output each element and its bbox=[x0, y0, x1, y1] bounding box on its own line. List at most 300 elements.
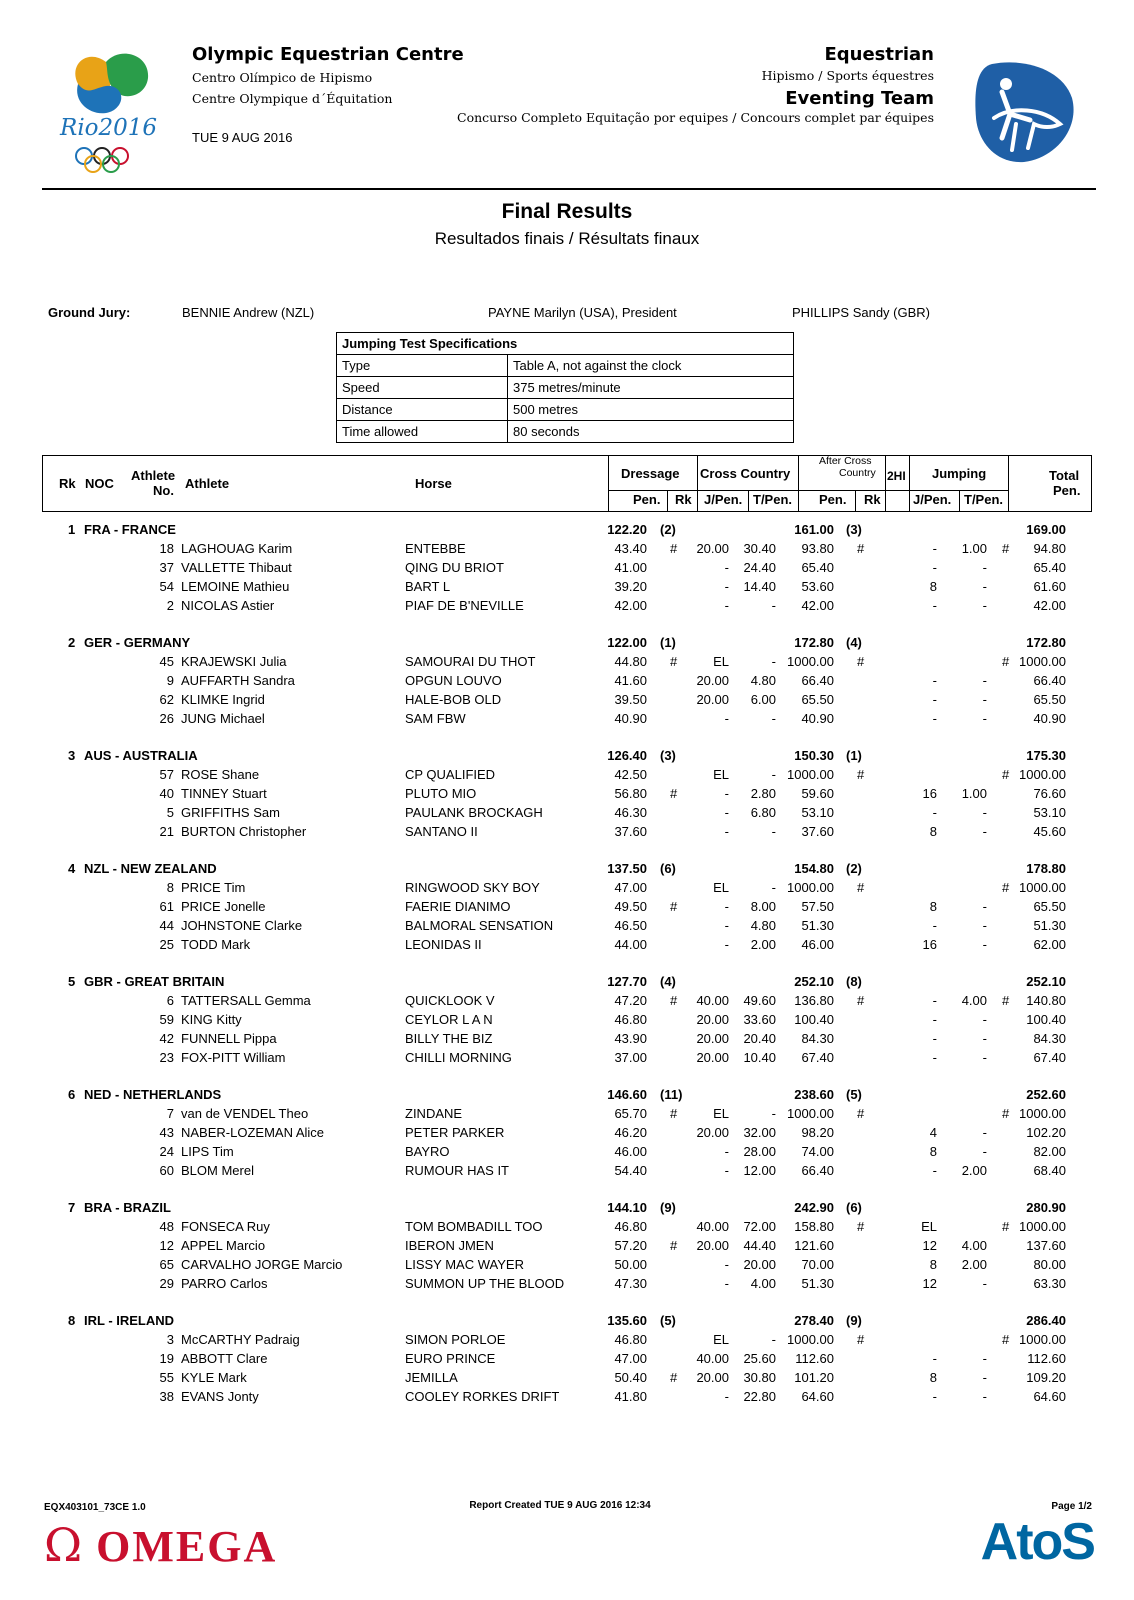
athlete-name: BLOM Merel bbox=[181, 1163, 254, 1178]
athlete-name: LAGHOUAG Karim bbox=[181, 541, 293, 556]
team-noc: GBR - GREAT BRITAIN bbox=[84, 974, 225, 989]
athlete-row bbox=[42, 899, 1092, 918]
jumping-jpen: 12 bbox=[922, 1276, 937, 1291]
athlete-row bbox=[42, 1050, 1092, 1069]
cross-jpen: - bbox=[724, 1257, 729, 1272]
dressage-pen: 43.90 bbox=[614, 1031, 647, 1046]
total-discard-mark: # bbox=[1002, 541, 1010, 556]
dressage-pen: 65.70 bbox=[614, 1106, 647, 1121]
jumping-jpen: - bbox=[932, 1050, 937, 1065]
athlete-no: 37 bbox=[159, 560, 174, 575]
athlete-row bbox=[42, 560, 1092, 579]
team-noc: IRL - IRELAND bbox=[84, 1313, 175, 1328]
athlete-no: 61 bbox=[159, 899, 174, 914]
team-total: 280.90 bbox=[1026, 1200, 1066, 1215]
rio-logo bbox=[58, 44, 168, 176]
athlete-row bbox=[42, 1163, 1092, 1182]
dressage-discard-mark: # bbox=[670, 1370, 678, 1385]
report-code: EQX403101_73CE 1.0 bbox=[44, 1502, 146, 1513]
col-rk: Rk bbox=[59, 476, 76, 491]
athlete-total: 66.40 bbox=[1033, 673, 1066, 688]
after-cross-pen: 74.00 bbox=[801, 1144, 834, 1159]
cross-jpen: - bbox=[724, 918, 729, 933]
horse-name: SAM FBW bbox=[405, 711, 466, 726]
jumping-spec-table bbox=[336, 332, 794, 443]
cross-tpen: 49.60 bbox=[743, 993, 776, 1008]
team-row bbox=[42, 635, 1092, 654]
col-horse: Horse bbox=[415, 476, 452, 491]
divider bbox=[909, 456, 910, 511]
jumping-tpen: - bbox=[982, 1351, 987, 1366]
jumping-tpen: - bbox=[982, 579, 987, 594]
after-cross-discard-mark: # bbox=[857, 541, 865, 556]
athlete-total: 109.20 bbox=[1026, 1370, 1066, 1385]
spec-key: Time allowed bbox=[337, 421, 508, 443]
team-rank: 8 bbox=[68, 1313, 76, 1328]
dressage-pen: 49.50 bbox=[614, 899, 647, 914]
cross-jpen: EL bbox=[713, 880, 729, 895]
horse-name: BART L bbox=[405, 579, 451, 594]
dressage-pen: 50.00 bbox=[614, 1257, 647, 1272]
sub-col-rk: Rk bbox=[864, 492, 881, 507]
athlete-no: 40 bbox=[159, 786, 174, 801]
atos-logo bbox=[981, 1514, 1094, 1570]
team-dressage-pen: 122.20 bbox=[607, 522, 647, 537]
cross-tpen: 25.60 bbox=[743, 1351, 776, 1366]
athlete-row bbox=[42, 805, 1092, 824]
jumping-tpen: 4.00 bbox=[961, 993, 987, 1008]
dressage-pen: 42.00 bbox=[614, 598, 647, 613]
athlete-row bbox=[42, 1012, 1092, 1031]
team-after-cross-rk: (9) bbox=[846, 1313, 862, 1328]
cross-jpen: 40.00 bbox=[696, 1351, 729, 1366]
after-cross-discard-mark: # bbox=[857, 993, 865, 1008]
cross-tpen: 30.40 bbox=[743, 541, 776, 556]
team-after-cross-pen: 161.00 bbox=[794, 522, 834, 537]
team-after-cross-pen: 278.40 bbox=[794, 1313, 834, 1328]
athlete-row bbox=[42, 937, 1092, 956]
after-cross-pen: 67.40 bbox=[801, 1050, 834, 1065]
team-rank: 3 bbox=[68, 748, 76, 763]
dressage-pen: 46.00 bbox=[614, 1144, 647, 1159]
dressage-discard-mark: # bbox=[670, 541, 678, 556]
athlete-row bbox=[42, 598, 1092, 617]
team-dressage-pen: 127.70 bbox=[607, 974, 647, 989]
spec-value: Table A, not against the clock bbox=[508, 355, 794, 377]
cross-tpen: 4.80 bbox=[750, 918, 776, 933]
cross-tpen: - bbox=[771, 767, 776, 782]
athlete-no: 8 bbox=[166, 880, 174, 895]
cross-tpen: 44.40 bbox=[743, 1238, 776, 1253]
athlete-name: KYLE Mark bbox=[181, 1370, 247, 1385]
cross-tpen: 32.00 bbox=[743, 1125, 776, 1140]
divider bbox=[1008, 456, 1009, 511]
team-row bbox=[42, 748, 1092, 767]
athlete-total: 1000.00 bbox=[1019, 1219, 1066, 1234]
jumping-tpen: - bbox=[982, 899, 987, 914]
athlete-name: PRICE Jonelle bbox=[181, 899, 266, 914]
after-cross-pen: 100.40 bbox=[794, 1012, 834, 1027]
after-cross-pen: 46.00 bbox=[801, 937, 834, 952]
dressage-pen: 47.30 bbox=[614, 1276, 647, 1291]
after-cross-pen: 40.90 bbox=[801, 711, 834, 726]
jumping-tpen: - bbox=[982, 560, 987, 575]
team-total: 169.00 bbox=[1026, 522, 1066, 537]
cross-jpen: - bbox=[724, 1163, 729, 1178]
team-total: 252.10 bbox=[1026, 974, 1066, 989]
jumping-tpen: 2.00 bbox=[961, 1163, 987, 1178]
jumping-jpen: - bbox=[932, 1351, 937, 1366]
dressage-pen: 42.50 bbox=[614, 767, 647, 782]
cross-jpen: - bbox=[724, 1389, 729, 1404]
athlete-no: 12 bbox=[159, 1238, 174, 1253]
athlete-name: FONSECA Ruy bbox=[181, 1219, 270, 1234]
col-after-cross-1: After Cross bbox=[819, 455, 872, 467]
athlete-row bbox=[42, 579, 1092, 598]
sport-title: Equestrian bbox=[824, 44, 934, 65]
divider bbox=[748, 490, 749, 511]
jumping-jpen: 8 bbox=[929, 1257, 937, 1272]
cross-jpen: EL bbox=[713, 767, 729, 782]
athlete-no: 44 bbox=[159, 918, 174, 933]
cross-tpen: - bbox=[771, 880, 776, 895]
header-rule bbox=[42, 188, 1096, 190]
athlete-row bbox=[42, 1276, 1092, 1295]
after-cross-pen: 121.60 bbox=[794, 1238, 834, 1253]
athlete-no: 65 bbox=[159, 1257, 174, 1272]
after-cross-pen: 66.40 bbox=[801, 673, 834, 688]
jumping-jpen: 16 bbox=[922, 786, 937, 801]
cross-jpen: 20.00 bbox=[696, 673, 729, 688]
after-cross-pen: 136.80 bbox=[794, 993, 834, 1008]
team-after-cross-pen: 238.60 bbox=[794, 1087, 834, 1102]
cross-tpen: 8.00 bbox=[750, 899, 776, 914]
cross-jpen: - bbox=[724, 1276, 729, 1291]
jumping-tpen: - bbox=[982, 1389, 987, 1404]
jumping-tpen: 1.00 bbox=[961, 786, 987, 801]
horse-name: PAULANK BROCKAGH bbox=[405, 805, 543, 820]
after-cross-pen: 1000.00 bbox=[787, 767, 834, 782]
col-cross-country: Cross Country bbox=[700, 466, 791, 481]
athlete-row bbox=[42, 993, 1092, 1012]
jumping-jpen: - bbox=[932, 1389, 937, 1404]
team-dressage-rk: (6) bbox=[660, 861, 676, 876]
athlete-name: NABER-LOZEMAN Alice bbox=[181, 1125, 325, 1140]
team-after-cross-pen: 150.30 bbox=[794, 748, 834, 763]
team-dressage-rk: (3) bbox=[660, 748, 676, 763]
cross-jpen: - bbox=[724, 711, 729, 726]
athlete-total: 67.40 bbox=[1033, 1050, 1066, 1065]
after-cross-pen: 65.50 bbox=[801, 692, 834, 707]
after-cross-pen: 64.60 bbox=[801, 1389, 834, 1404]
athlete-total: 1000.00 bbox=[1019, 654, 1066, 669]
team-row bbox=[42, 1087, 1092, 1106]
team-after-cross-rk: (3) bbox=[846, 522, 862, 537]
cross-tpen: 6.00 bbox=[750, 692, 776, 707]
team-total: 172.80 bbox=[1026, 635, 1066, 650]
dressage-pen: 46.30 bbox=[614, 805, 647, 820]
after-cross-pen: 101.20 bbox=[794, 1370, 834, 1385]
team-rank: 1 bbox=[68, 522, 76, 537]
athlete-row bbox=[42, 1351, 1092, 1370]
horse-name: IBERON JMEN bbox=[405, 1238, 494, 1253]
venue-title: Olympic Equestrian Centre bbox=[192, 44, 464, 65]
jumping-jpen: - bbox=[932, 918, 937, 933]
cross-jpen: - bbox=[724, 579, 729, 594]
athlete-total: 80.00 bbox=[1033, 1257, 1066, 1272]
report-date: TUE 9 AUG 2016 bbox=[192, 130, 293, 145]
athlete-total: 1000.00 bbox=[1019, 880, 1066, 895]
dressage-pen: 57.20 bbox=[614, 1238, 647, 1253]
athlete-name: EVANS Jonty bbox=[181, 1389, 259, 1404]
jumping-jpen: - bbox=[932, 1012, 937, 1027]
after-cross-pen: 53.60 bbox=[801, 579, 834, 594]
athlete-no: 60 bbox=[159, 1163, 174, 1178]
sub-col-rk: Rk bbox=[675, 492, 692, 507]
athlete-name: JUNG Michael bbox=[181, 711, 265, 726]
sub-col-tpen: T/Pen. bbox=[753, 492, 793, 507]
jumping-tpen: - bbox=[982, 937, 987, 952]
cross-jpen: 20.00 bbox=[696, 1125, 729, 1140]
dressage-pen: 41.80 bbox=[614, 1389, 647, 1404]
rio-logo-text: Rio2016 bbox=[60, 115, 158, 141]
col-dressage: Dressage bbox=[621, 466, 680, 481]
col-athlete-no-1: Athlete bbox=[131, 468, 176, 483]
jumping-tpen: - bbox=[982, 1031, 987, 1046]
horse-name: COOLEY RORKES DRIFT bbox=[405, 1389, 560, 1404]
spec-title: Jumping Test Specifications bbox=[337, 333, 794, 355]
jumping-tpen: - bbox=[982, 692, 987, 707]
cross-jpen: 40.00 bbox=[696, 1219, 729, 1234]
dressage-discard-mark: # bbox=[670, 654, 678, 669]
jumping-tpen: - bbox=[982, 1050, 987, 1065]
jumping-tpen: - bbox=[982, 1276, 987, 1291]
col-after-cross-2: Country bbox=[839, 467, 876, 479]
athlete-no: 43 bbox=[159, 1125, 174, 1140]
jumping-jpen: EL bbox=[921, 1219, 937, 1234]
after-cross-pen: 158.80 bbox=[794, 1219, 834, 1234]
after-cross-pen: 51.30 bbox=[801, 918, 834, 933]
athlete-name: KING Kitty bbox=[181, 1012, 242, 1027]
cross-jpen: - bbox=[724, 1144, 729, 1159]
after-cross-pen: 42.00 bbox=[801, 598, 834, 613]
total-discard-mark: # bbox=[1002, 767, 1010, 782]
horse-name: EURO PRINCE bbox=[405, 1351, 496, 1366]
dressage-pen: 56.80 bbox=[614, 786, 647, 801]
athlete-no: 45 bbox=[159, 654, 174, 669]
cross-tpen: 4.00 bbox=[750, 1276, 776, 1291]
jumping-tpen: 2.00 bbox=[961, 1257, 987, 1272]
team-noc: NZL - NEW ZEALAND bbox=[84, 861, 217, 876]
after-cross-pen: 112.60 bbox=[795, 1351, 834, 1366]
cross-jpen: 20.00 bbox=[696, 1031, 729, 1046]
spec-key: Speed bbox=[337, 377, 508, 399]
team-total: 286.40 bbox=[1026, 1313, 1066, 1328]
jumping-tpen: - bbox=[982, 805, 987, 820]
cross-tpen: 20.40 bbox=[743, 1031, 776, 1046]
horse-name: LISSY MAC WAYER bbox=[405, 1257, 524, 1272]
jumping-tpen: - bbox=[982, 1012, 987, 1027]
athlete-total: 1000.00 bbox=[1019, 1106, 1066, 1121]
cross-jpen: - bbox=[724, 899, 729, 914]
athlete-no: 54 bbox=[159, 579, 174, 594]
ground-jury-label: Ground Jury: bbox=[48, 305, 131, 320]
cross-tpen: 28.00 bbox=[743, 1144, 776, 1159]
athlete-name: PARRO Carlos bbox=[181, 1276, 268, 1291]
athlete-no: 29 bbox=[159, 1276, 174, 1291]
cross-jpen: EL bbox=[713, 1106, 729, 1121]
venue-fr: Centre Olympique d´Équitation bbox=[192, 91, 393, 106]
total-discard-mark: # bbox=[1002, 1332, 1010, 1347]
jumping-jpen: - bbox=[932, 692, 937, 707]
team-noc: FRA - FRANCE bbox=[84, 522, 176, 537]
divider bbox=[855, 490, 856, 511]
team-dressage-rk: (4) bbox=[660, 974, 676, 989]
athlete-total: 112.60 bbox=[1027, 1351, 1066, 1366]
cross-tpen: 4.80 bbox=[750, 673, 776, 688]
divider bbox=[608, 456, 609, 511]
athlete-row bbox=[42, 673, 1092, 692]
athlete-total: 53.10 bbox=[1033, 805, 1066, 820]
team-after-cross-pen: 172.80 bbox=[794, 635, 834, 650]
cross-tpen: 14.40 bbox=[743, 579, 776, 594]
jury-member: PHILLIPS Sandy (GBR) bbox=[792, 305, 930, 320]
sub-col-jpen: J/Pen. bbox=[704, 492, 743, 507]
athlete-name: CARVALHO JORGE Marcio bbox=[181, 1257, 343, 1272]
dressage-pen: 43.40 bbox=[614, 541, 647, 556]
jumping-tpen: - bbox=[982, 1370, 987, 1385]
team-row bbox=[42, 1313, 1092, 1332]
athlete-row bbox=[42, 880, 1092, 899]
cross-jpen: - bbox=[724, 598, 729, 613]
dressage-discard-mark: # bbox=[670, 899, 678, 914]
page-subtitle: Resultados finais / Résultats finaux bbox=[434, 229, 700, 248]
cross-jpen: - bbox=[724, 824, 729, 839]
athlete-name: ROSE Shane bbox=[181, 767, 260, 782]
dressage-pen: 47.00 bbox=[614, 880, 647, 895]
horse-name: PIAF DE B'NEVILLE bbox=[405, 598, 524, 613]
jury-member: PAYNE Marilyn (USA), President bbox=[488, 305, 677, 320]
total-discard-mark: # bbox=[1002, 1106, 1010, 1121]
dressage-discard-mark: # bbox=[670, 1106, 678, 1121]
team-rank: 7 bbox=[68, 1200, 76, 1215]
col-total-1: Total bbox=[1049, 468, 1080, 483]
total-discard-mark: # bbox=[1002, 1219, 1010, 1234]
after-cross-discard-mark: # bbox=[857, 654, 865, 669]
dressage-pen: 47.20 bbox=[614, 993, 647, 1008]
cross-tpen: - bbox=[771, 1332, 776, 1347]
athlete-row bbox=[42, 1238, 1092, 1257]
after-cross-pen: 1000.00 bbox=[787, 1106, 834, 1121]
cross-tpen: 72.00 bbox=[743, 1219, 776, 1234]
equestrian-pictogram-icon bbox=[972, 58, 1078, 164]
athlete-name: LEMOINE Mathieu bbox=[181, 579, 290, 594]
jumping-tpen: 4.00 bbox=[961, 1238, 987, 1253]
horse-name: BAYRO bbox=[405, 1144, 450, 1159]
jumping-tpen: - bbox=[982, 711, 987, 726]
athlete-no: 21 bbox=[159, 824, 174, 839]
team-rank: 2 bbox=[68, 635, 76, 650]
athlete-row bbox=[42, 692, 1092, 711]
jumping-jpen: - bbox=[932, 560, 937, 575]
horse-name: SAMOURAI DU THOT bbox=[405, 654, 536, 669]
athlete-total: 1000.00 bbox=[1019, 1332, 1066, 1347]
athlete-no: 38 bbox=[159, 1389, 174, 1404]
horse-name: CHILLI MORNING bbox=[405, 1050, 512, 1065]
athlete-no: 5 bbox=[166, 805, 174, 820]
team-after-cross-rk: (1) bbox=[846, 748, 862, 763]
dressage-pen: 44.80 bbox=[614, 654, 647, 669]
sub-col-tpen: T/Pen. bbox=[964, 492, 1004, 507]
cross-tpen: - bbox=[771, 1106, 776, 1121]
cross-tpen: 10.40 bbox=[743, 1050, 776, 1065]
dressage-pen: 39.20 bbox=[614, 579, 647, 594]
athlete-no: 59 bbox=[159, 1012, 174, 1027]
col-noc: NOC bbox=[85, 476, 114, 491]
jumping-tpen: - bbox=[982, 1125, 987, 1140]
athlete-row bbox=[42, 1125, 1092, 1144]
jumping-tpen: - bbox=[982, 1144, 987, 1159]
athlete-row bbox=[42, 824, 1092, 843]
athlete-no: 55 bbox=[159, 1370, 174, 1385]
cross-tpen: 24.40 bbox=[743, 560, 776, 575]
cross-jpen: 20.00 bbox=[696, 1370, 729, 1385]
team-dressage-rk: (5) bbox=[660, 1313, 676, 1328]
dressage-pen: 46.80 bbox=[614, 1219, 647, 1234]
cross-jpen: 20.00 bbox=[696, 1012, 729, 1027]
after-cross-discard-mark: # bbox=[857, 1332, 865, 1347]
team-dressage-pen: 144.10 bbox=[607, 1200, 647, 1215]
cross-jpen: 20.00 bbox=[696, 1238, 729, 1253]
cross-jpen: - bbox=[724, 805, 729, 820]
athlete-no: 18 bbox=[159, 541, 174, 556]
horse-name: ZINDANE bbox=[405, 1106, 463, 1121]
athlete-no: 7 bbox=[166, 1106, 174, 1121]
athlete-name: BURTON Christopher bbox=[181, 824, 307, 839]
athlete-total: 62.00 bbox=[1033, 937, 1066, 952]
cross-tpen: 6.80 bbox=[750, 805, 776, 820]
spec-value: 80 seconds bbox=[508, 421, 794, 443]
team-after-cross-rk: (8) bbox=[846, 974, 862, 989]
jumping-jpen: - bbox=[932, 598, 937, 613]
after-cross-pen: 37.60 bbox=[801, 824, 834, 839]
event-title: Eventing Team bbox=[785, 88, 934, 109]
team-total: 252.60 bbox=[1026, 1087, 1066, 1102]
cross-tpen: - bbox=[771, 598, 776, 613]
divider bbox=[885, 456, 886, 511]
team-dressage-rk: (2) bbox=[660, 522, 676, 537]
athlete-total: 137.60 bbox=[1026, 1238, 1066, 1253]
col-athlete: Athlete bbox=[185, 476, 230, 491]
jumping-jpen: 8 bbox=[929, 899, 937, 914]
athlete-no: 9 bbox=[166, 673, 174, 688]
horse-name: SIMON PORLOE bbox=[405, 1332, 506, 1347]
sub-col-pen: Pen. bbox=[819, 492, 847, 507]
athlete-no: 48 bbox=[159, 1219, 174, 1234]
horse-name: JEMILLA bbox=[405, 1370, 458, 1385]
horse-name: BALMORAL SENSATION bbox=[405, 918, 554, 933]
jury-member: BENNIE Andrew (NZL) bbox=[182, 305, 315, 320]
dressage-pen: 39.50 bbox=[614, 692, 647, 707]
cross-jpen: 20.00 bbox=[696, 541, 729, 556]
dressage-pen: 40.90 bbox=[614, 711, 647, 726]
horse-name: PLUTO MIO bbox=[405, 786, 477, 801]
after-cross-discard-mark: # bbox=[857, 767, 865, 782]
divider bbox=[959, 490, 960, 511]
sport-subtitle: Hipismo / Sports équestres bbox=[761, 68, 934, 83]
dressage-pen: 41.60 bbox=[614, 673, 647, 688]
cross-jpen: - bbox=[724, 786, 729, 801]
